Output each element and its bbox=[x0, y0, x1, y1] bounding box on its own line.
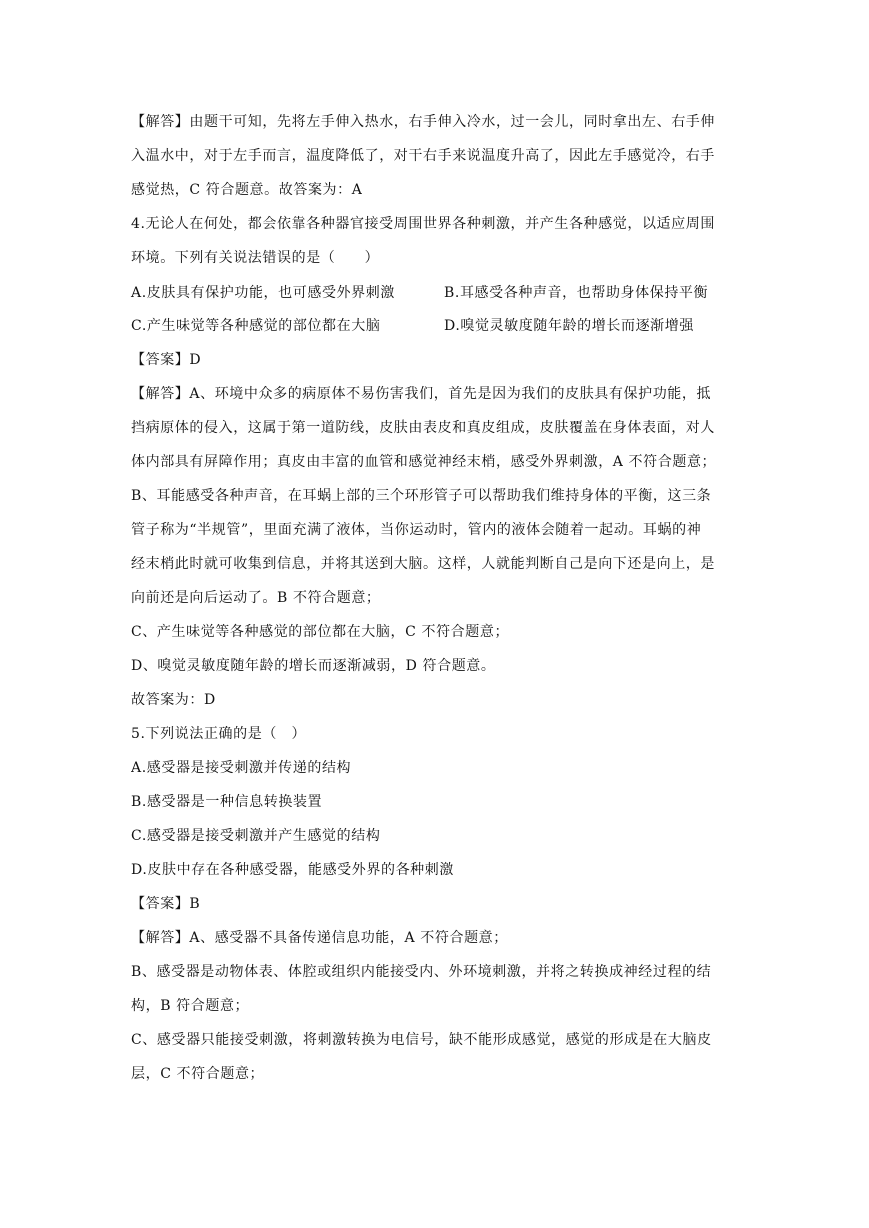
option-c: C.感受器是接受刺激并产生感觉的结构 bbox=[131, 828, 381, 844]
paragraph-line: 【解答】由题干可知，先将左手伸入热水，右手伸入冷水，过一会儿，同时拿出左、右手伸 bbox=[131, 114, 715, 130]
explanation-line: 【解答】A、感受器不具备传递信息功能，A 不符合题意； bbox=[131, 930, 508, 946]
explanation-line: 故答案为：D bbox=[131, 692, 216, 708]
explanation-line: 【解答】A、环境中众多的病原体不易伤害我们，首先是因为我们的皮肤具有保护功能，抵 bbox=[131, 386, 712, 402]
option-d: D.嗅觉灵敏度随年龄的增长而逐渐增强 bbox=[444, 318, 694, 334]
explanation-line: 管子称为“半规管”，里面充满了液体，当你运动时，管内的液体会随着一起动。耳蜗的神 bbox=[131, 522, 702, 538]
question-4-stem: 4.无论人在何处，都会依靠各种器官接受周围世界各种刺激，并产生各种感觉，以适应周围 bbox=[131, 216, 715, 232]
explanation-line: 构，B 符合题意； bbox=[131, 998, 250, 1014]
option-b: B.感受器是一种信息转换装置 bbox=[131, 794, 323, 810]
answer-label: 【答案】D bbox=[131, 352, 202, 368]
question-5-stem: 5.下列说法正确的是（ ） bbox=[131, 726, 307, 742]
explanation-line: C、产生味觉等各种感觉的部位都在大脑，C 不符合题意； bbox=[131, 624, 510, 640]
explanation-line: 经末梢此时就可收集到信息，并将其送到大脑。这样，人就能判断自己是向下还是向上，是 bbox=[131, 556, 715, 572]
option-c: C.产生味觉等各种感觉的部位都在大脑 bbox=[131, 318, 381, 334]
option-a: A.皮肤具有保护功能，也可感受外界刺激 bbox=[131, 285, 395, 301]
explanation-line: 向前还是向后运动了。B 不符合题意； bbox=[131, 590, 381, 606]
option-a: A.感受器是接受刺激并传递的结构 bbox=[131, 760, 352, 776]
paragraph-line: 入温水中，对于左手而言，温度降低了，对干右手来说温度升高了，因此左手感觉冷，右手 bbox=[131, 148, 715, 164]
question-4-stem: 环境。下列有关说法错误的是（ ） bbox=[131, 250, 380, 266]
paragraph-line: 感觉热，C 符合题意。故答案为：A bbox=[131, 182, 363, 198]
option-d: D.皮肤中存在各种感受器，能感受外界的各种刺激 bbox=[131, 862, 454, 878]
explanation-line: C、感受器只能接受刺激，将刺激转换为电信号，缺不能形成感觉，感觉的形成是在大脑皮 bbox=[131, 1032, 712, 1048]
explanation-line: 挡病原体的侵入，这属于第一道防线，皮肤由表皮和真皮组成，皮肤覆盖在身体表面，对人 bbox=[131, 420, 715, 436]
explanation-line: D、嗅觉灵敏度随年龄的增长而逐渐减弱，D 符合题意。 bbox=[131, 658, 496, 674]
explanation-line: 体内部具有屏障作用；真皮由丰富的血管和感觉神经末梢，感受外界刺激，A 不符合题意； bbox=[131, 454, 717, 470]
answer-label: 【答案】B bbox=[131, 896, 201, 912]
explanation-line: B、感受器是动物体表、体腔或组织内能接受内、外环境刺激，并将之转换成神经过程的结 bbox=[131, 964, 712, 980]
option-b: B.耳感受各种声音，也帮助身体保持平衡 bbox=[444, 285, 709, 301]
explanation-line: 层，C 不符合题意； bbox=[131, 1066, 265, 1082]
explanation-line: B、耳能感受各种声音，在耳蜗上部的三个环形管子可以帮助我们维持身体的平衡，这三条 bbox=[131, 488, 712, 504]
